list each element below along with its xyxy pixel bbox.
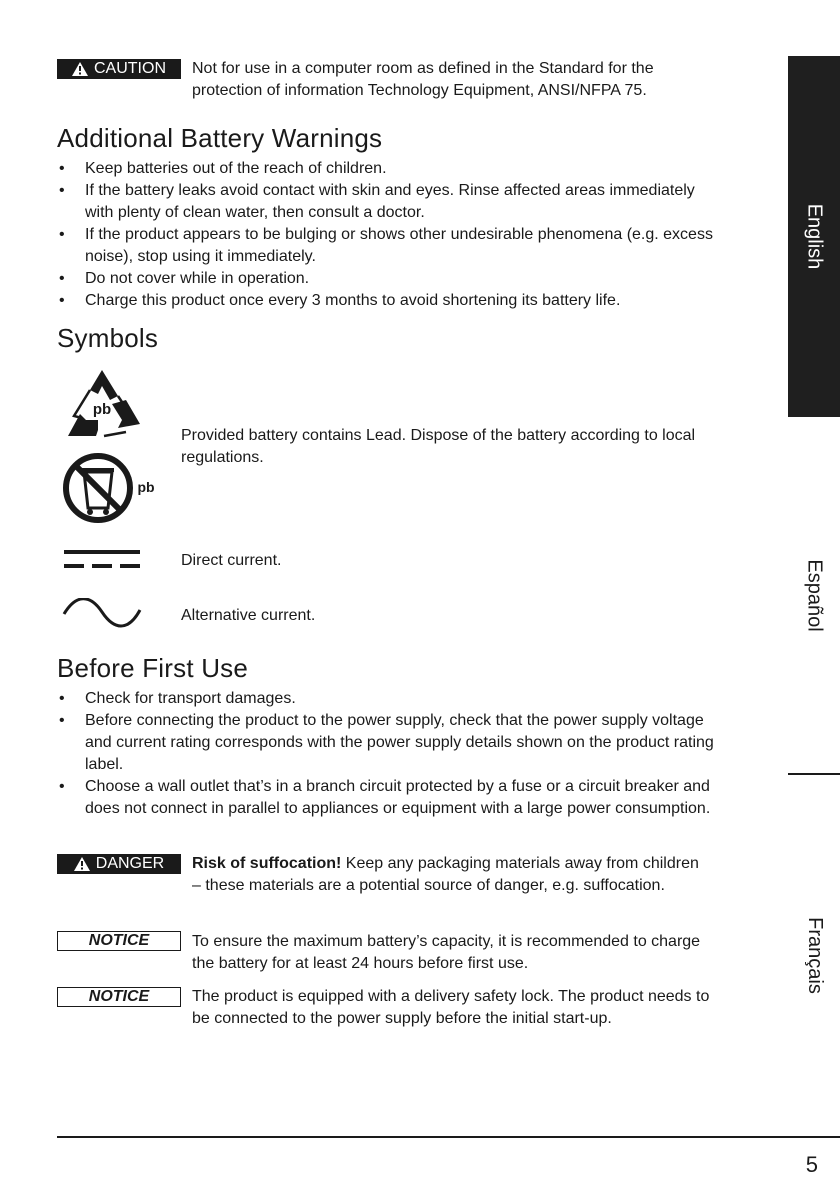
tab-francais-label: Français xyxy=(803,916,826,994)
page-number: 5 xyxy=(805,1152,818,1177)
pb-text: pb xyxy=(137,479,155,495)
danger-label-text: DANGER xyxy=(95,855,165,872)
notice-label: NOTICE xyxy=(57,931,181,951)
dc-symbol-text: Direct current. xyxy=(181,552,282,569)
danger-text xyxy=(192,853,712,897)
danger-label xyxy=(57,854,181,874)
tab-english-label: English xyxy=(803,203,826,270)
battery-warnings-heading: Additional Battery Warnings xyxy=(57,123,383,153)
list-item: • Choose a wall outlet that’s in a branch circuit protected by a fuse or a circuit breaker and does not connect in parallel to appliances or equipment with a large power consumption. xyxy=(57,776,722,820)
symbols-heading: Symbols xyxy=(57,323,159,353)
first-use-heading: Before First Use xyxy=(57,653,249,683)
caution-label-text: CAUTION xyxy=(94,60,166,77)
list-item: • Before connecting the product to the power supply, check that the power supply voltage and current rating corresponds with the power supply details shown on the product rating label. xyxy=(57,710,722,776)
list-item: • If the product appears to be bulging or shows other undesirable phenomena (e.g. excess noise), stop using it immediately. xyxy=(57,224,722,268)
pb-recycling-icon xyxy=(60,366,144,440)
caution-text: Not for use in a computer room as defined in the Standard for the protection of information Technology Equipment, ANSI/NFPA 75. xyxy=(192,60,654,99)
danger-body-text: Keep any packaging materials away from children – these materials are a potential source of danger, e.g. suffocation. xyxy=(192,855,699,894)
tab-espanol-label: Español xyxy=(803,558,826,632)
tab-divider xyxy=(788,773,840,775)
warning-icon xyxy=(74,857,90,871)
list-item: • Do not cover while in operation. xyxy=(57,268,722,290)
notice-text: The product is equipped with a delivery safety lock. The product needs to be connected to the power supply before the initial start-up. xyxy=(192,988,710,1027)
tab-espanol[interactable] xyxy=(788,540,840,650)
notice-label: NOTICE xyxy=(57,987,181,1007)
caution-label xyxy=(57,59,181,79)
danger-bold-text: Risk of suffocation! xyxy=(192,855,342,872)
tab-francais[interactable] xyxy=(788,895,840,1015)
list-item: • Check for transport damages. xyxy=(57,688,722,710)
battery-symbol-text: Provided battery contains Lead. Dispose of the battery according to local regulations. xyxy=(181,427,696,466)
notice-text: To ensure the maximum battery’s capacity, it is recommended to charge the battery for at least 24 hours before first use. xyxy=(192,933,701,972)
footer-divider xyxy=(57,1136,840,1138)
direct-current-icon xyxy=(64,548,140,570)
list-item: • Charge this product once every 3 months to avoid shortening its battery life. xyxy=(57,290,722,312)
list-item: • If the battery leaks avoid contact with skin and eyes. Rinse affected areas immediately with plenty of clean water, then consult a doctor. xyxy=(57,180,722,224)
alternating-current-icon xyxy=(62,598,142,628)
first-use-list xyxy=(57,688,722,820)
pb-text: pb xyxy=(92,401,112,418)
list-item: • Keep batteries out of the reach of children. xyxy=(57,158,722,180)
warning-icon xyxy=(72,62,88,76)
no-battery-disposal-icon xyxy=(62,450,160,526)
ac-symbol-text: Alternative current. xyxy=(181,607,316,624)
tab-english[interactable] xyxy=(788,56,840,417)
battery-warnings-list xyxy=(57,158,722,312)
